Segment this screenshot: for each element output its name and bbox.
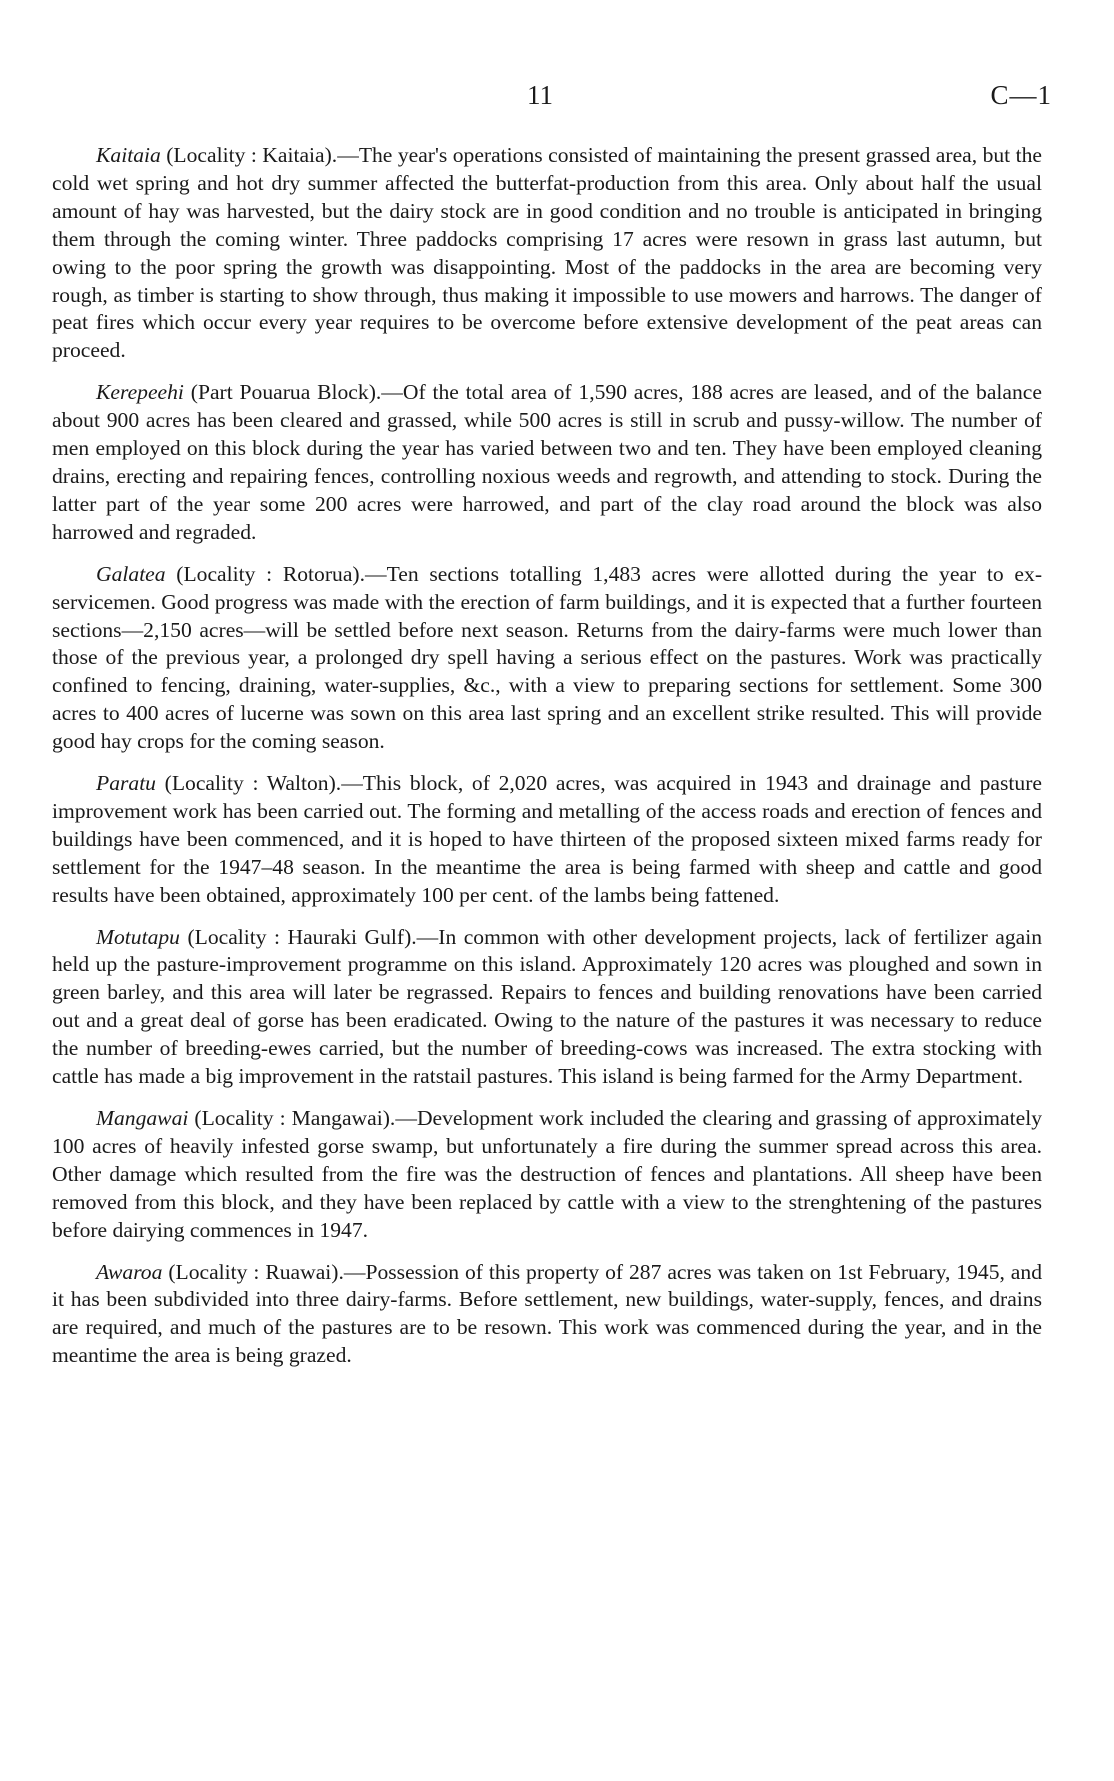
section-title: Mangawai: [96, 1106, 189, 1130]
section-body: This block, of 2,020 acres, was acquired in 1943 and drainage and pasture improvement work has been carried out. The forming and metalling of the access roads and erection of fences and buildings have been commenced, and it is hoped to have thirteen of the proposed sixteen mixed farms ready for settlement for the 1947–48 season. In the meantime the area is being farmed with sheep and cattle and good results have been obtained, approximately 100 per cent. of the lambs being fattened.: [52, 771, 1042, 907]
section-body: The year's operations consisted of maintaining the present grassed area, but the cold wet spring and hot dry summer affected the butterfat-production from this area. Only about half the usual amount of hay was harvested, but the dairy stock are in good condition and no trouble is anticipated in bringing them through the coming winter. Three paddocks comprising 17 acres were resown in grass last autumn, but owing to the poor spring the growth was disappointing. Most of the paddocks in the area are becoming very rough, as timber is starting to show through, thus making it impossible to use mowers and harrows. The danger of peat fires which occur every year requires to be overcome before extensive development of the peat areas can proceed.: [52, 143, 1042, 363]
section-motutapu: [52, 924, 1042, 1091]
section-locality: (Locality : Ruawai).—: [162, 1259, 366, 1284]
document-reference: C—1: [990, 80, 1052, 110]
section-title: Awaroa: [96, 1259, 163, 1284]
section-galatea: [52, 561, 1042, 756]
section-awaroa: [52, 1259, 1042, 1371]
report-body: [52, 142, 1042, 1384]
section-locality: (Part Pouarua Block).—: [183, 380, 403, 405]
section-locality: (Locality : Rotorua).—: [165, 561, 387, 586]
section-locality: (Locality : Hauraki Gulf).—: [179, 924, 439, 949]
page-header: [0, 80, 1114, 120]
section-kerepeehi: [52, 379, 1042, 546]
section-title: Kaitaia: [96, 143, 161, 167]
section-title: Motutapu: [96, 924, 180, 949]
section-title: Galatea: [96, 561, 166, 586]
section-title: Kerepeehi: [96, 380, 184, 405]
section-kaitaia: [52, 142, 1042, 365]
section-body: Development work included the clearing and grassing of approximately 100 acres of heavily infested gorse swamp, but unfortunately a fire during the summer spread across this area. Other damage which resulted from the fire was the destruction of fences and plantations. All sheep have been removed from this block, and they have been replaced by cattle with a view to the strenghtening of the pastures before dairying commences in 1947.: [52, 1106, 1043, 1242]
section-body: Ten sections totalling 1,483 acres were allotted during the year to ex-servicemen. Good progress was made with the erection of farm buildings, and it is expected that a further fourteen sections—2,150 acres—will be settled before next season. Returns from the dairy-farms were much lower than those of the previous year, a prolonged dry spell having a serious effect on the pastures. Work was practically confined to fencing, draining, water-supplies, &c., with a view to preparing sections for settlement. Some 300 acres to 400 acres of lucerne was sown on this area last spring and an excellent strike resulted. This will provide good hay crops for the coming season.: [52, 561, 1043, 754]
page-number: 11: [527, 80, 553, 110]
section-locality: (Locality : Kaitaia).—: [160, 143, 359, 167]
section-mangawai: [52, 1105, 1042, 1245]
section-locality: (Locality : Walton).—: [155, 771, 363, 796]
section-body: Of the total area of 1,590 acres, 188 acres are leased, and of the balance about 900 acres has been cleared and grassed, while 500 acres is still in scrub and pussy-willow. The number of men employed on this block during the year has varied between two and ten. They have been employed cleaning drains, erecting and repairing fences, controlling noxious weeds and regrowth, and attending to stock. During the latter part of the year some 200 acres were harrowed, and part of the clay road around the block was also harrowed and regraded.: [52, 380, 1042, 544]
section-title: Paratu: [96, 771, 156, 796]
section-body: In common with other development projects, lack of fertilizer again held up the pasture-improvement programme on this island. Approximately 120 acres was ploughed and sown in green barley, and this area will later be regrassed. Repairs to fences and building renovations have been carried out and a great deal of gorse has been eradicated. Owing to the nature of the pastures it was necessary to reduce the number of breeding-ewes carried, but the number of breeding-cows was increased. The extra stocking with cattle has made a big improvement in the ratstail pastures. This island is being farmed for the Army Department.: [52, 924, 1042, 1089]
section-locality: (Locality : Mangawai).—: [188, 1106, 417, 1130]
section-body: Possession of this property of 287 acres was taken on 1st February, 1945, and it has been subdivided into three dairy-farms. Before settlement, new buildings, water-supply, fences, and drains are required, and much of the pastures are to be resown. This work was commenced during the year, and in the meantime the area is being grazed.: [52, 1259, 1042, 1368]
section-paratu: [52, 770, 1042, 910]
